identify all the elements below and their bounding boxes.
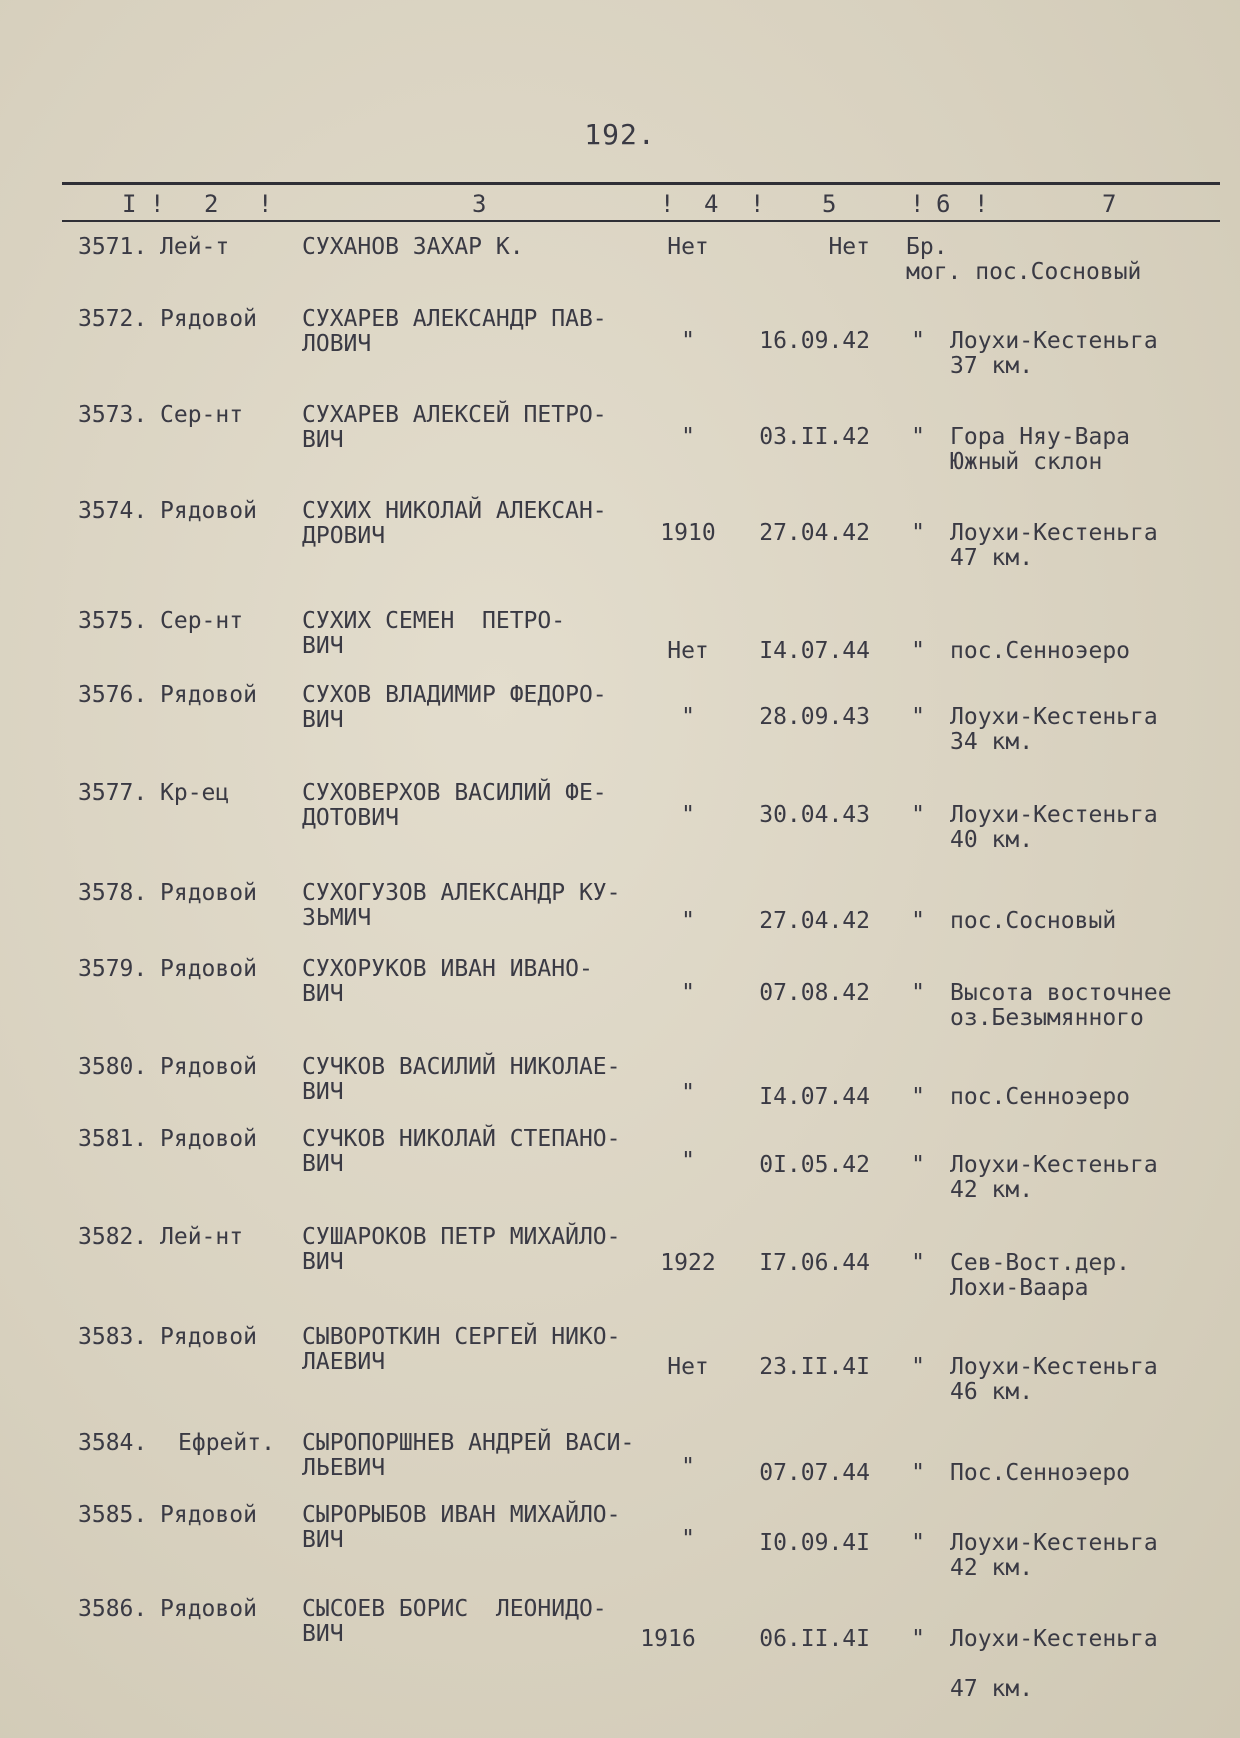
rank: Рядовой [160,682,257,708]
header-col-6: 6 [936,190,951,218]
full-name: СЫРОПОРШНЕВ АНДРЕЙ ВАСИ- ЛЬЕВИЧ [302,1430,635,1481]
death-date: I4.07.44 [759,638,870,664]
death-date: 06.II.4I [759,1626,870,1652]
birth-year: " [681,1080,695,1106]
death-date: 0I.05.42 [759,1152,870,1178]
burial-place: Лоухи-Кестеньга 47 км. [950,520,1158,571]
birth-year: " [681,802,695,828]
birth-year: " [681,980,695,1006]
record-number: 3578. [78,880,148,906]
birth-year: 1922 [660,1250,716,1276]
record-number: 3573. [78,402,148,428]
record-number: 3577. [78,780,148,806]
burial-place: Сев-Вост.дер. Лохи-Ваара [950,1250,1131,1301]
header-separator: ! [150,190,165,218]
buried-mark: " [911,980,925,1006]
header-col-3: 3 [472,190,487,218]
birth-year: " [681,908,695,934]
full-name: СУХАНОВ ЗАХАР К. [302,234,524,260]
death-date: 27.04.42 [759,520,870,546]
buried-mark: " [911,1354,925,1380]
table-header [62,186,1220,220]
rank: Рядовой [160,1324,257,1350]
birth-year: Нет [667,1354,709,1380]
rank: Сер-нт [160,608,244,634]
burial-place: пос.Сенноэеро [950,1084,1131,1110]
death-date: 30.04.43 [759,802,870,828]
full-name: СУЧКОВ ВАСИЛИЙ НИКОЛАЕ- ВИЧ [302,1054,621,1105]
buried-mark: " [911,1626,925,1652]
full-name: СУШАРОКОВ ПЕТР МИХАЙЛО- ВИЧ [302,1224,621,1275]
buried-mark: " [911,520,925,546]
page-number: 192. [584,118,656,151]
buried-mark: " [911,424,925,450]
birth-year: " [681,424,695,450]
full-name: СУХИХ НИКОЛАЙ АЛЕКСАН- ДРОВИЧ [302,498,607,549]
buried-mark: " [911,908,925,934]
birth-year: " [681,1148,695,1174]
full-name: СУХАРЕВ АЛЕКСАНДР ПАВ- ЛОВИЧ [302,306,607,357]
burial-place: Бр. мог. пос.Сосновый [906,234,1142,285]
death-date: 23.II.4I [759,1354,870,1380]
record-number: 3586. [78,1596,148,1622]
rank: Рядовой [160,1502,257,1528]
buried-mark: " [911,1084,925,1110]
buried-mark: " [911,1250,925,1276]
birth-year: Нет [667,234,709,260]
burial-place: пос.Сенноэеро [950,638,1131,664]
record-number: 3581. [78,1126,148,1152]
buried-mark: " [911,1530,925,1556]
death-date: 03.II.42 [759,424,870,450]
birth-year: " [681,328,695,354]
rank: Лей-нт [160,1224,244,1250]
buried-mark: " [911,802,925,828]
burial-place: Лоухи-Кестеньга 47 км. [950,1626,1158,1702]
record-number: 3584. [78,1430,148,1456]
header-separator: ! [258,190,273,218]
rank: Сер-нт [160,402,244,428]
full-name: СУХАРЕВ АЛЕКСЕЙ ПЕТРО- ВИЧ [302,402,607,453]
header-separator: ! [974,190,989,218]
death-date: I7.06.44 [759,1250,870,1276]
full-name: СЫСОЕВ БОРИС ЛЕОНИДО- ВИЧ [302,1596,607,1647]
header-col-5: 5 [822,190,837,218]
death-date: 16.09.42 [759,328,870,354]
buried-mark: " [911,1152,925,1178]
record-number: 3571. [78,234,148,260]
buried-mark: " [911,638,925,664]
header-col-2: 2 [204,190,219,218]
full-name: СУХОВЕРХОВ ВАСИЛИЙ ФЕ- ДОТОВИЧ [302,780,607,831]
burial-place: Гора Няу-Вара Южный склон [950,424,1131,475]
rank: Рядовой [160,498,257,524]
burial-place: Лоухи-Кестеньга 46 км. [950,1354,1158,1405]
rank: Ефрейт. [178,1430,275,1456]
header-col-4: 4 [704,190,719,218]
death-date: I0.09.4I [759,1530,870,1556]
rank: Лей-т [160,234,230,260]
table-header-rule [62,220,1220,222]
birth-year: " [681,1454,695,1480]
death-date: 07.08.42 [759,980,870,1006]
birth-year: Нет [667,638,709,664]
record-number: 3576. [78,682,148,708]
buried-mark: " [911,704,925,730]
record-number: 3583. [78,1324,148,1350]
record-number: 3582. [78,1224,148,1250]
burial-place: Лоухи-Кестеньга 37 км. [950,328,1158,379]
header-separator: ! [660,190,675,218]
record-number: 3580. [78,1054,148,1080]
death-date: I4.07.44 [759,1084,870,1110]
full-name: СЫРОРЫБОВ ИВАН МИХАЙЛО- ВИЧ [302,1502,621,1553]
record-number: 3572. [78,306,148,332]
burial-place: Лоухи-Кестеньга 34 км. [950,704,1158,755]
full-name: СУХОРУКОВ ИВАН ИВАНО- ВИЧ [302,956,593,1007]
full-name: СУХОГУЗОВ АЛЕКСАНДР КУ- ЗЬМИЧ [302,880,621,931]
record-number: 3585. [78,1502,148,1528]
burial-place: пос.Сосновый [950,908,1117,934]
death-date: 27.04.42 [759,908,870,934]
rank: Рядовой [160,880,257,906]
birth-year: " [681,1526,695,1552]
record-number: 3574. [78,498,148,524]
rank: Рядовой [160,1596,257,1622]
header-separator: ! [910,190,925,218]
burial-place: Лоухи-Кестеньга 42 км. [950,1530,1158,1581]
buried-mark: " [911,328,925,354]
header-separator: ! [750,190,765,218]
death-date: 07.07.44 [759,1460,870,1486]
record-number: 3579. [78,956,148,982]
burial-place: Высота восточнее оз.Безымянного [950,980,1172,1031]
record-number: 3575. [78,608,148,634]
full-name: СУХИХ СЕМЕН ПЕТРО- ВИЧ [302,608,566,659]
rank: Рядовой [160,1054,257,1080]
burial-place: Пос.Сенноэеро [950,1460,1131,1486]
birth-year: 1910 [660,520,716,546]
buried-mark: " [911,1460,925,1486]
death-date: Нет [828,234,870,260]
header-col-1: I [122,190,137,218]
burial-place: Лоухи-Кестеньга 42 км. [950,1152,1158,1203]
rank: Рядовой [160,1126,257,1152]
birth-year: " [681,704,695,730]
full-name: СЫВОРОТКИН СЕРГЕЙ НИКО- ЛАЕВИЧ [302,1324,621,1375]
full-name: СУЧКОВ НИКОЛАЙ СТЕПАНО- ВИЧ [302,1126,621,1177]
table-top-rule [62,182,1220,185]
death-date: 28.09.43 [759,704,870,730]
rank: Кр-ец [160,780,230,806]
full-name: СУХОВ ВЛАДИМИР ФЕДОРО- ВИЧ [302,682,607,733]
burial-place: Лоухи-Кестеньга 40 км. [950,802,1158,853]
rank: Рядовой [160,956,257,982]
birth-year: 1916 [640,1626,696,1652]
header-col-7: 7 [1102,190,1117,218]
rank: Рядовой [160,306,257,332]
